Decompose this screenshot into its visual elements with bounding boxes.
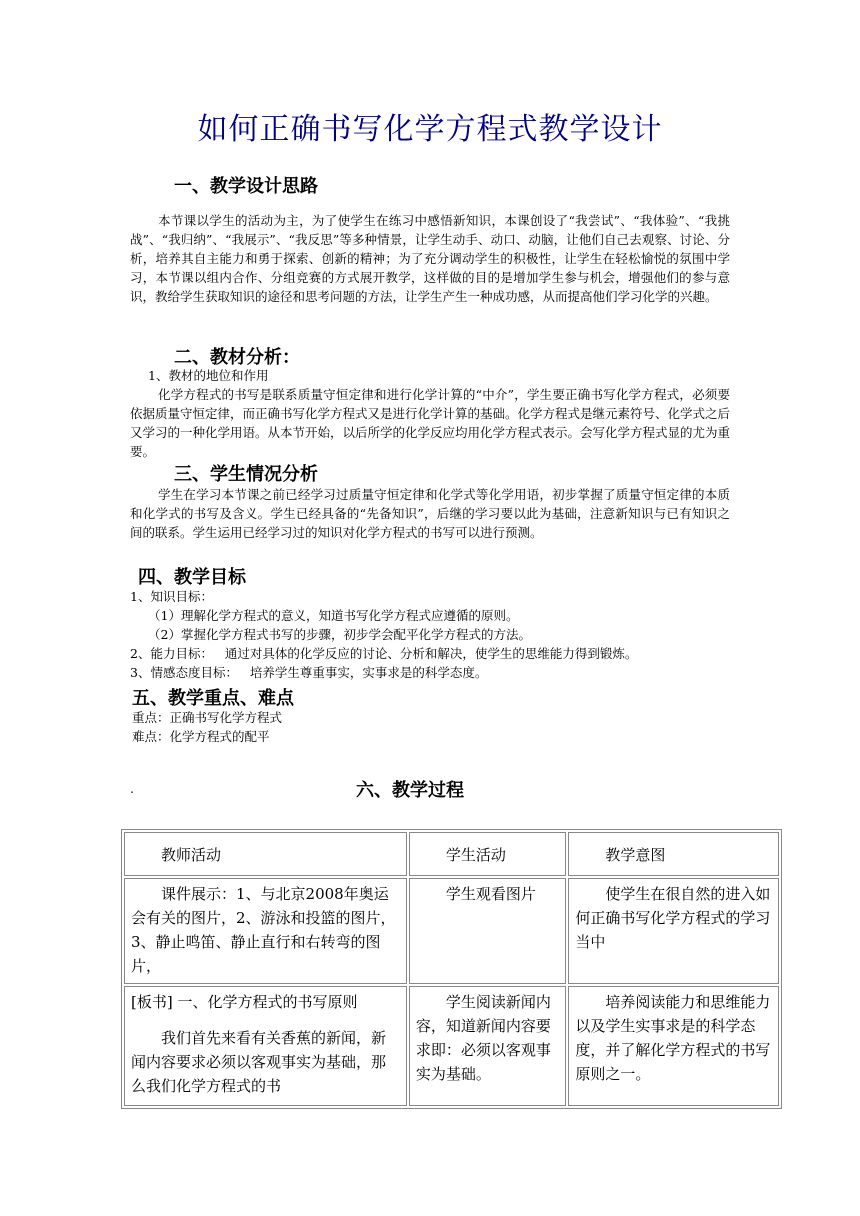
section-paragraph-material-analysis: 化学方程式的书写是联系质量守恒定律和进行化学计算的“中介”，学生要正确书写化学方程式，必须要依据质量守恒定律，而正确书写化学方程式又是进行化学计算的基础。化学方程式是继元素符号、化学式之后又学习的一种化学用语。从本节开始，以后所学的化学反应均用化学方程式表示。会写化学方程式显的尤为重要。 [130, 387, 731, 459]
section-subheading-material-role: 1、教材的地位和作用 [148, 368, 269, 383]
objective-line: （2）掌握化学方程式书写的步骤，初步学会配平化学方程式的方法。 [148, 627, 531, 642]
table-row [124, 986, 779, 1106]
objective-line: 1、知识目标： [130, 589, 213, 604]
section-paragraph-design-idea: 本节课以学生的活动为主，为了使学生在练习中感悟新知识，本课创设了“我尝试”、“我体验”、“我挑战”、“我归纳”、“我展示”、“我反思”等多种情景，让学生动手、动口、动脑，让他们自己去观察、讨论、分析，培养其自主能力和勇于探索、创新的精神；为了充分调动学生的积极性，让学生在轻松愉悦的氛围中学习，本节课以组内合作、分组竞赛的方式展开教学，这样做的目的是增加学生参与机会，增强他们的参与意识，教给学生获取知识的途径和思考问题的方法，让学生产生一种成功感，从而提高他们学习化学的兴趣。 [130, 213, 730, 304]
teaching-process-table [121, 829, 782, 1109]
cell-teacher-activity [124, 986, 407, 1106]
cell-teacher-activity: 课件展示：1、与北京2008年奥运会有关的图片，2、游泳和投篮的图片，3、静止鸣笛、静止直行和右转弯的图片， [124, 878, 407, 984]
section-heading-process: 六、教学过程 [356, 780, 464, 801]
stray-dot: . [130, 781, 134, 796]
cell-student-activity: 学生观看图片 [409, 878, 566, 984]
board-note: [板书] 一、化学方程式的书写原则 [131, 993, 358, 1011]
header-student-activity: 学生活动 [409, 832, 566, 876]
cell-teaching-intent: 使学生在很自然的进入如何正确书写化学方程式的学习当中 [568, 878, 779, 984]
table-row [124, 878, 779, 984]
cell-student-activity: 学生阅读新闻内容，知道新闻内容要求即：必须以客观事实为基础。 [409, 986, 566, 1106]
table-header-row [124, 832, 779, 876]
document-title: 如何正确书写化学方程式教学设计 [197, 112, 663, 147]
section-heading-material-analysis: 二、教材分析： [174, 347, 300, 368]
teacher-narration: 我们首先来看有关香蕉的新闻，新闻内容要求必须以客观事实为基础，那么我们化学方程式的书 [131, 1029, 387, 1095]
header-teaching-intent: 教学意图 [568, 832, 779, 876]
section-paragraph-student-analysis: 学生在学习本节课之前已经学习过质量守恒定律和化学式等化学用语，初步掌握了质量守恒定律的本质和化学式的书写及含义。学生已经具备的“先备知识”，后继的学习要以此为基础，注意新知识与已有知识之间的联系。学生运用已经学习过的知识对化学方程式的书写可以进行预测。 [130, 487, 730, 540]
cell-teaching-intent: 培养阅读能力和思维能力以及学生实事求是的科学态度，并了解化学方程式的书写原则之一。 [568, 986, 779, 1106]
objective-line: 2、能力目标： 通过对具体的化学反应的讨论、分析和解决，使学生的思维能力得到锻炼。 [130, 646, 638, 661]
key-point-line: 重点：正确书写化学方程式 [132, 710, 283, 725]
header-teacher-activity: 教师活动 [124, 832, 407, 876]
section-heading-key-points: 五、教学重点、难点 [132, 688, 294, 709]
section-heading-objectives: 四、教学目标 [138, 567, 246, 588]
section-heading-design-idea: 一、教学设计思路 [174, 176, 318, 197]
difficult-point-line: 难点：化学方程式的配平 [132, 729, 270, 744]
objective-line: 3、情感态度目标： 培养学生尊重事实，实事求是的科学态度。 [130, 665, 488, 680]
objective-line: （1）理解化学方程式的意义，知道书写化学方程式应遵循的原则。 [148, 608, 519, 623]
section-heading-student-analysis: 三、学生情况分析 [174, 464, 318, 485]
